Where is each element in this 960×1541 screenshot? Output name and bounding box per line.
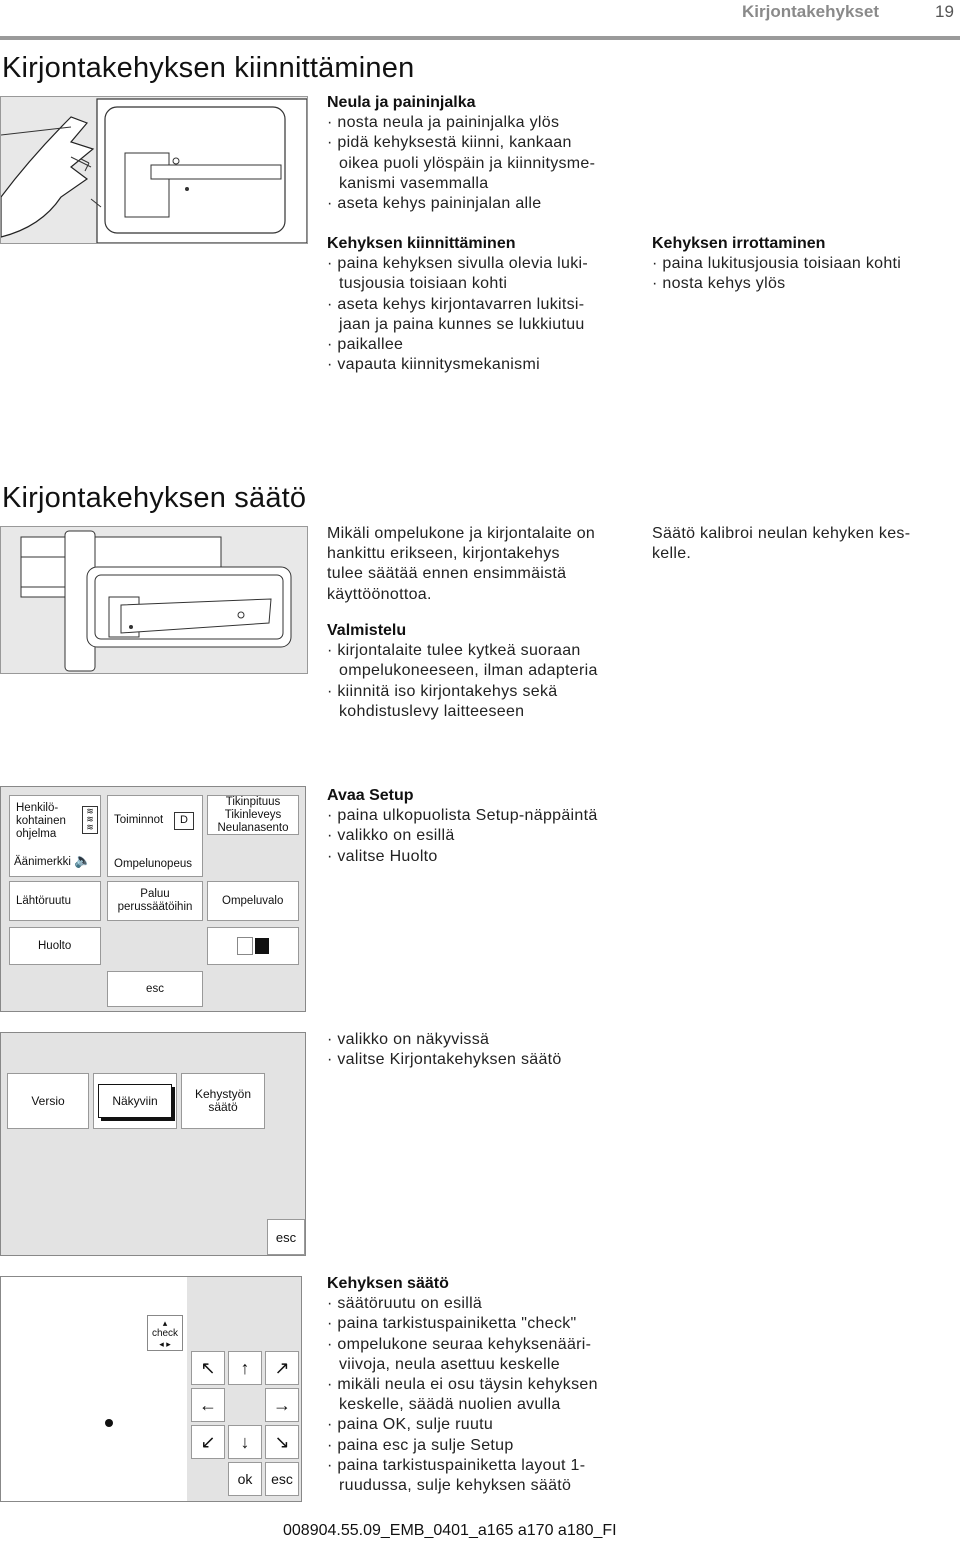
- ok-button[interactable]: [228, 1462, 262, 1496]
- arrow-left-button[interactable]: ←: [191, 1388, 225, 1422]
- button-label: Ompeluvalo: [222, 894, 284, 907]
- intro-line: käyttöönottoa.: [327, 585, 432, 603]
- needle-item: oikea puoli ylöspäin ja kiinnitysme-: [339, 154, 596, 172]
- prep-item: · kirjontalaite tulee kytkeä suoraan: [327, 642, 581, 660]
- frame-adjust-button[interactable]: [181, 1073, 265, 1129]
- button-label: esc: [275, 1229, 297, 1245]
- frame-item: · paina tarkistuspainiketta "check": [327, 1315, 577, 1333]
- needle-heading: Neula ja paininjalka: [327, 94, 476, 111]
- hoop-adjust-illustration: [0, 526, 308, 674]
- button-label: säätö: [208, 1100, 238, 1114]
- frame-item: · paina OK, sulje ruutu: [327, 1416, 494, 1434]
- stitch-pattern-icon: ≋ ≋ ≋: [82, 806, 98, 834]
- button-label: Huolto: [38, 939, 72, 952]
- button-label: Lähtöruutu: [16, 894, 71, 907]
- service-button[interactable]: [9, 927, 101, 965]
- prep-block: [327, 621, 647, 722]
- setup-item: · paina ulkopuolista Setup-näppäintä: [327, 807, 598, 825]
- menu-block: [327, 1030, 647, 1070]
- button-label: Tikinleveys: [224, 808, 282, 821]
- arrow-right-button[interactable]: →: [265, 1388, 299, 1422]
- frame-adjust-screen: [0, 1276, 302, 1502]
- button-label: Versio: [31, 1093, 65, 1108]
- stitch-settings-button[interactable]: [207, 795, 299, 835]
- intro-line: hankittu erikseen, kirjontakehys: [327, 545, 560, 563]
- personal-program-button[interactable]: [9, 795, 101, 877]
- mounting-item: tusjousia toisiaan kohti: [339, 275, 508, 293]
- setup-item: · valikko on esillä: [327, 827, 455, 845]
- button-label: Neulanasento: [217, 821, 289, 834]
- esc-button[interactable]: [267, 1219, 305, 1255]
- esc-button[interactable]: [107, 971, 203, 1007]
- mounting-block: [327, 234, 627, 375]
- functions-button[interactable]: [107, 795, 203, 877]
- frame-item: · mikäli neula ei osu täysin kehyksen: [327, 1376, 598, 1394]
- function-icon: D: [174, 812, 194, 830]
- frame-heading: Kehyksen säätö: [327, 1275, 449, 1292]
- prep-item: ompelukoneeseen, ilman adapteria: [339, 662, 598, 680]
- frame-item: · paina esc ja sulje Setup: [327, 1436, 514, 1454]
- arrow-left-right-icon: ◂ ▸: [159, 1338, 171, 1349]
- check-button[interactable]: [147, 1315, 183, 1351]
- setup-item: · valitse Huolto: [327, 847, 438, 865]
- arrow-up-icon: ▴: [162, 1317, 168, 1328]
- removal-heading: Kehyksen irrottaminen: [652, 235, 826, 252]
- speaker-icon: 🔈: [74, 852, 92, 868]
- frame-item: · säätöruutu on esillä: [327, 1295, 483, 1313]
- setup-heading: Avaa Setup: [327, 787, 414, 804]
- attach-section-title: Kirjontakehyksen kiinnittäminen: [2, 52, 415, 84]
- arrow-down-button[interactable]: ↓: [228, 1425, 262, 1459]
- mounting-item: · paina kehyksen sivulla olevia luki-: [327, 255, 588, 273]
- frame-item: viivoja, neula asettuu keskelle: [339, 1355, 560, 1373]
- service-screen: [0, 1032, 306, 1256]
- setup-block: [327, 786, 647, 867]
- button-label: perussäätöihin: [117, 901, 193, 913]
- needle-item: · aseta kehys paininjalan alle: [327, 195, 542, 213]
- frame-item: ruudussa, sulje kehyksen säätö: [339, 1477, 572, 1495]
- arrow-up-left-button[interactable]: ↖: [191, 1351, 225, 1385]
- removal-item: · paina lukitusjousia toisiaan kohti: [652, 255, 902, 273]
- header-rule: [0, 36, 960, 40]
- mounting-item: jaan ja paina kunnes se lukkiutuu: [339, 315, 585, 333]
- display-frame-icon: [98, 1084, 172, 1118]
- calibrate-line: kelle.: [652, 545, 692, 563]
- mounting-heading: Kehyksen kiinnittäminen: [327, 235, 516, 252]
- prep-heading: Valmistelu: [327, 622, 407, 639]
- button-label: ok: [237, 1470, 253, 1487]
- button-label: Kehystyön: [194, 1087, 252, 1101]
- needle-position-dot: [105, 1419, 113, 1427]
- button-label: check: [151, 1327, 179, 1339]
- light-swatch-icon: [237, 937, 253, 955]
- calibrate-line: Säätö kalibroi neulan kehyken kes-: [652, 525, 911, 542]
- frame-item: · paina tarkistuspainiketta layout 1-: [327, 1456, 586, 1474]
- intro-line: tulee säätää ennen ensimmäistä: [327, 565, 567, 583]
- mounting-item: · aseta kehys kirjontavarren lukitsi-: [327, 295, 585, 313]
- prep-item: kohdistuslevy laitteeseen: [339, 702, 525, 720]
- frame-block: [327, 1274, 647, 1496]
- button-label: ohjelma: [16, 828, 57, 840]
- button-label: Henkilö-: [16, 802, 59, 814]
- button-label: Paluu: [140, 888, 170, 900]
- reset-defaults-button[interactable]: [107, 881, 203, 921]
- contrast-button[interactable]: [207, 927, 299, 965]
- speed-label: Ompelunopeus: [114, 858, 192, 870]
- button-label: Toiminnot: [114, 814, 164, 826]
- display-button[interactable]: [93, 1073, 177, 1129]
- button-label: esc: [271, 1470, 293, 1487]
- arrow-down-right-button[interactable]: ↘: [265, 1425, 299, 1459]
- needle-item: kanismi vasemmalla: [339, 174, 489, 192]
- button-label: esc: [146, 982, 164, 995]
- esc-button[interactable]: [265, 1462, 299, 1496]
- needle-block: [327, 93, 627, 214]
- removal-block: [652, 234, 952, 295]
- mounting-item: · vapauta kiinnitysmekanismi: [327, 356, 540, 374]
- document-code-footer: 008904.55.09_EMB_0401_a165 a170 a180_FI: [283, 1522, 617, 1539]
- start-screen-button[interactable]: [9, 881, 101, 921]
- dark-swatch-icon: [255, 938, 269, 954]
- version-button[interactable]: [7, 1073, 89, 1129]
- removal-item: · nosta kehys ylös: [652, 275, 786, 293]
- sewing-light-button[interactable]: [207, 881, 299, 921]
- frame-item: · ompelukone seuraa kehyksenääri-: [327, 1335, 592, 1353]
- button-label: kohtainen: [16, 815, 66, 827]
- needle-item: · pidä kehyksestä kiinni, kankaan: [327, 134, 572, 152]
- arrow-panel: [187, 1277, 301, 1501]
- adjust-section-title: Kirjontakehyksen säätö: [2, 482, 307, 514]
- prep-item: · kiinnitä iso kirjontakehys sekä: [327, 682, 558, 700]
- frame-item: keskelle, säädä nuolien avulla: [339, 1396, 561, 1414]
- menu-item: · valikko on näkyvissä: [327, 1031, 490, 1048]
- button-label: Tikinpituus: [225, 795, 281, 808]
- hoop-attach-illustration: [0, 96, 308, 244]
- needle-item: · nosta neula ja paininjalka ylös: [327, 114, 560, 132]
- setup-screen: [0, 786, 306, 1012]
- button-label: Näkyviin: [112, 1093, 158, 1108]
- frame-canvas: [1, 1277, 187, 1501]
- arrow-up-right-button[interactable]: ↗: [265, 1351, 299, 1385]
- page-number: 19: [935, 2, 954, 21]
- calibrate-note: [652, 524, 952, 564]
- adjust-intro: [327, 524, 647, 605]
- header-section-title: Kirjontakehykset: [742, 2, 879, 21]
- beeper-label: Äänimerkki: [14, 856, 71, 868]
- arrow-up-button[interactable]: ↑: [228, 1351, 262, 1385]
- menu-item: · valitse Kirjontakehyksen säätö: [327, 1051, 562, 1069]
- arrow-down-left-button[interactable]: ↙: [191, 1425, 225, 1459]
- mounting-item: · paikallee: [327, 336, 404, 354]
- intro-line: Mikäli ompelukone ja kirjontalaite on: [327, 525, 596, 542]
